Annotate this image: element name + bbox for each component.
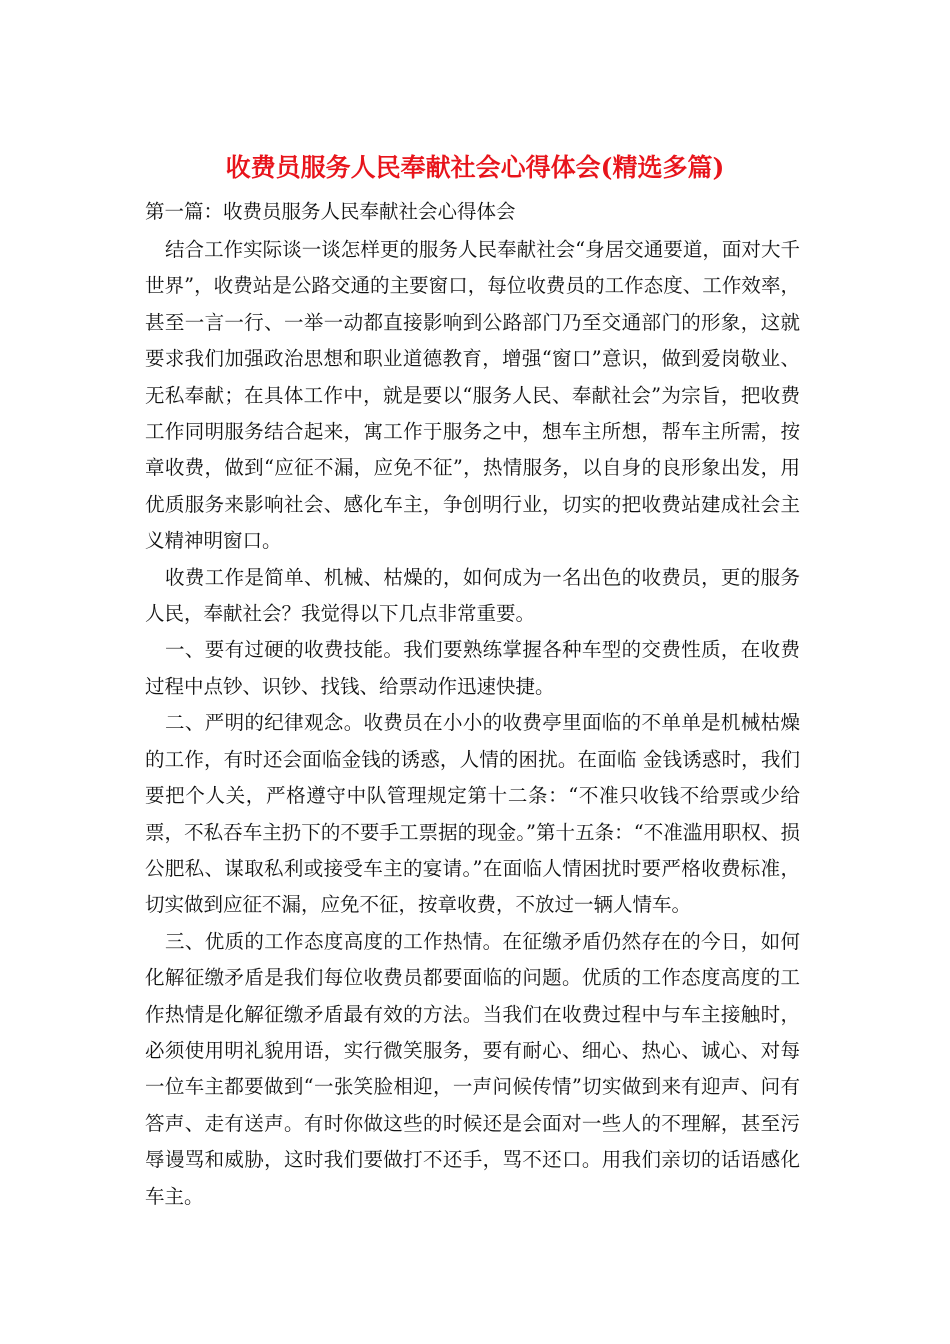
section-heading: 第一篇：收费员服务人民奉献社会心得体会 [145, 200, 516, 223]
paragraph-summary: 收费工作是简单、机械、枯燥的，如何成为一名出色的收费员，更的服务人民，奉献社会？我觉得以下几点非常重要。 [145, 565, 800, 626]
document-body [145, 232, 800, 1215]
paragraph-intro: 结合工作实际谈一谈怎样更的服务人民奉献社会“身居交通要道，面对大千世界”，收费站是公路交通的主要窗口，每位收费员的工作态度、工作效率，甚至一言一行、一举一动都直接影响到公路部门乃至交通部门的形象，这就要求我们加强政治思想和职业道德教育，增强“窗口”意识，做到爱岗敬业、无私奉献；在具体工作中，就是要以“服务人民、奉献社会”为宗旨，把收费工作同明服务结合起来，寓工作于服务之中，想车主所想，帮车主所需，按章收费，做到“应征不漏，应免不征”，热情服务，以自身的良形象出发，用优质服务来影响社会、感化车主，争创明行业，切实的把收费站建成社会主义精神明窗口。 [145, 238, 800, 553]
document-title: 收费员服务人民奉献社会心得体会(精选多篇) [225, 153, 725, 182]
paragraph-point-1: 一、要有过硬的收费技能。我们要熟练掌握各种车型的交费性质，在收费过程中点钞、识钞、找钱、给票动作迅速快捷。 [145, 638, 800, 698]
paragraph-point-2: 二、严明的纪律观念。收费员在小小的收费亭里面临的不单单是机械枯燥的工作，有时还会面临金钱的诱惑，人情的困扰。在面临 金钱诱惑时，我们要把个人关，严格遵守中队管理规定第十二条：“不准只收钱不给票或少给票，不私吞车主扔下的不要手工票据的现金。”第十五条：“不准滥用职权、损公肥私、谋取私利或接受车主的宴请。”在面临人情困扰时要严格收费标准，切实做到应征不漏，应免不征，按章收费，不放过一辆人情车。 [145, 711, 800, 917]
paragraph-point-3: 三、优质的工作态度高度的工作热情。在征缴矛盾仍然存在的今日，如何化解征缴矛盾是我们每位收费员都要面临的问题。优质的工作态度高度的工作热情是化解征缴矛盾最有效的方法。当我们在收费过程中与车主接触时，必须使用明礼貌用语，实行微笑服务，要有耐心、细心、热心、诚心、对每一位车主都要做到“一张笑脸相迎，一声问候传情”切实做到来有迎声、问有答声、走有送声。有时你做这些的时候还是会面对一些人的不理解，甚至污辱谩骂和威胁，这时我们要做打不还手，骂不还口。用我们亲切的话语感化车主。 [145, 929, 800, 1208]
